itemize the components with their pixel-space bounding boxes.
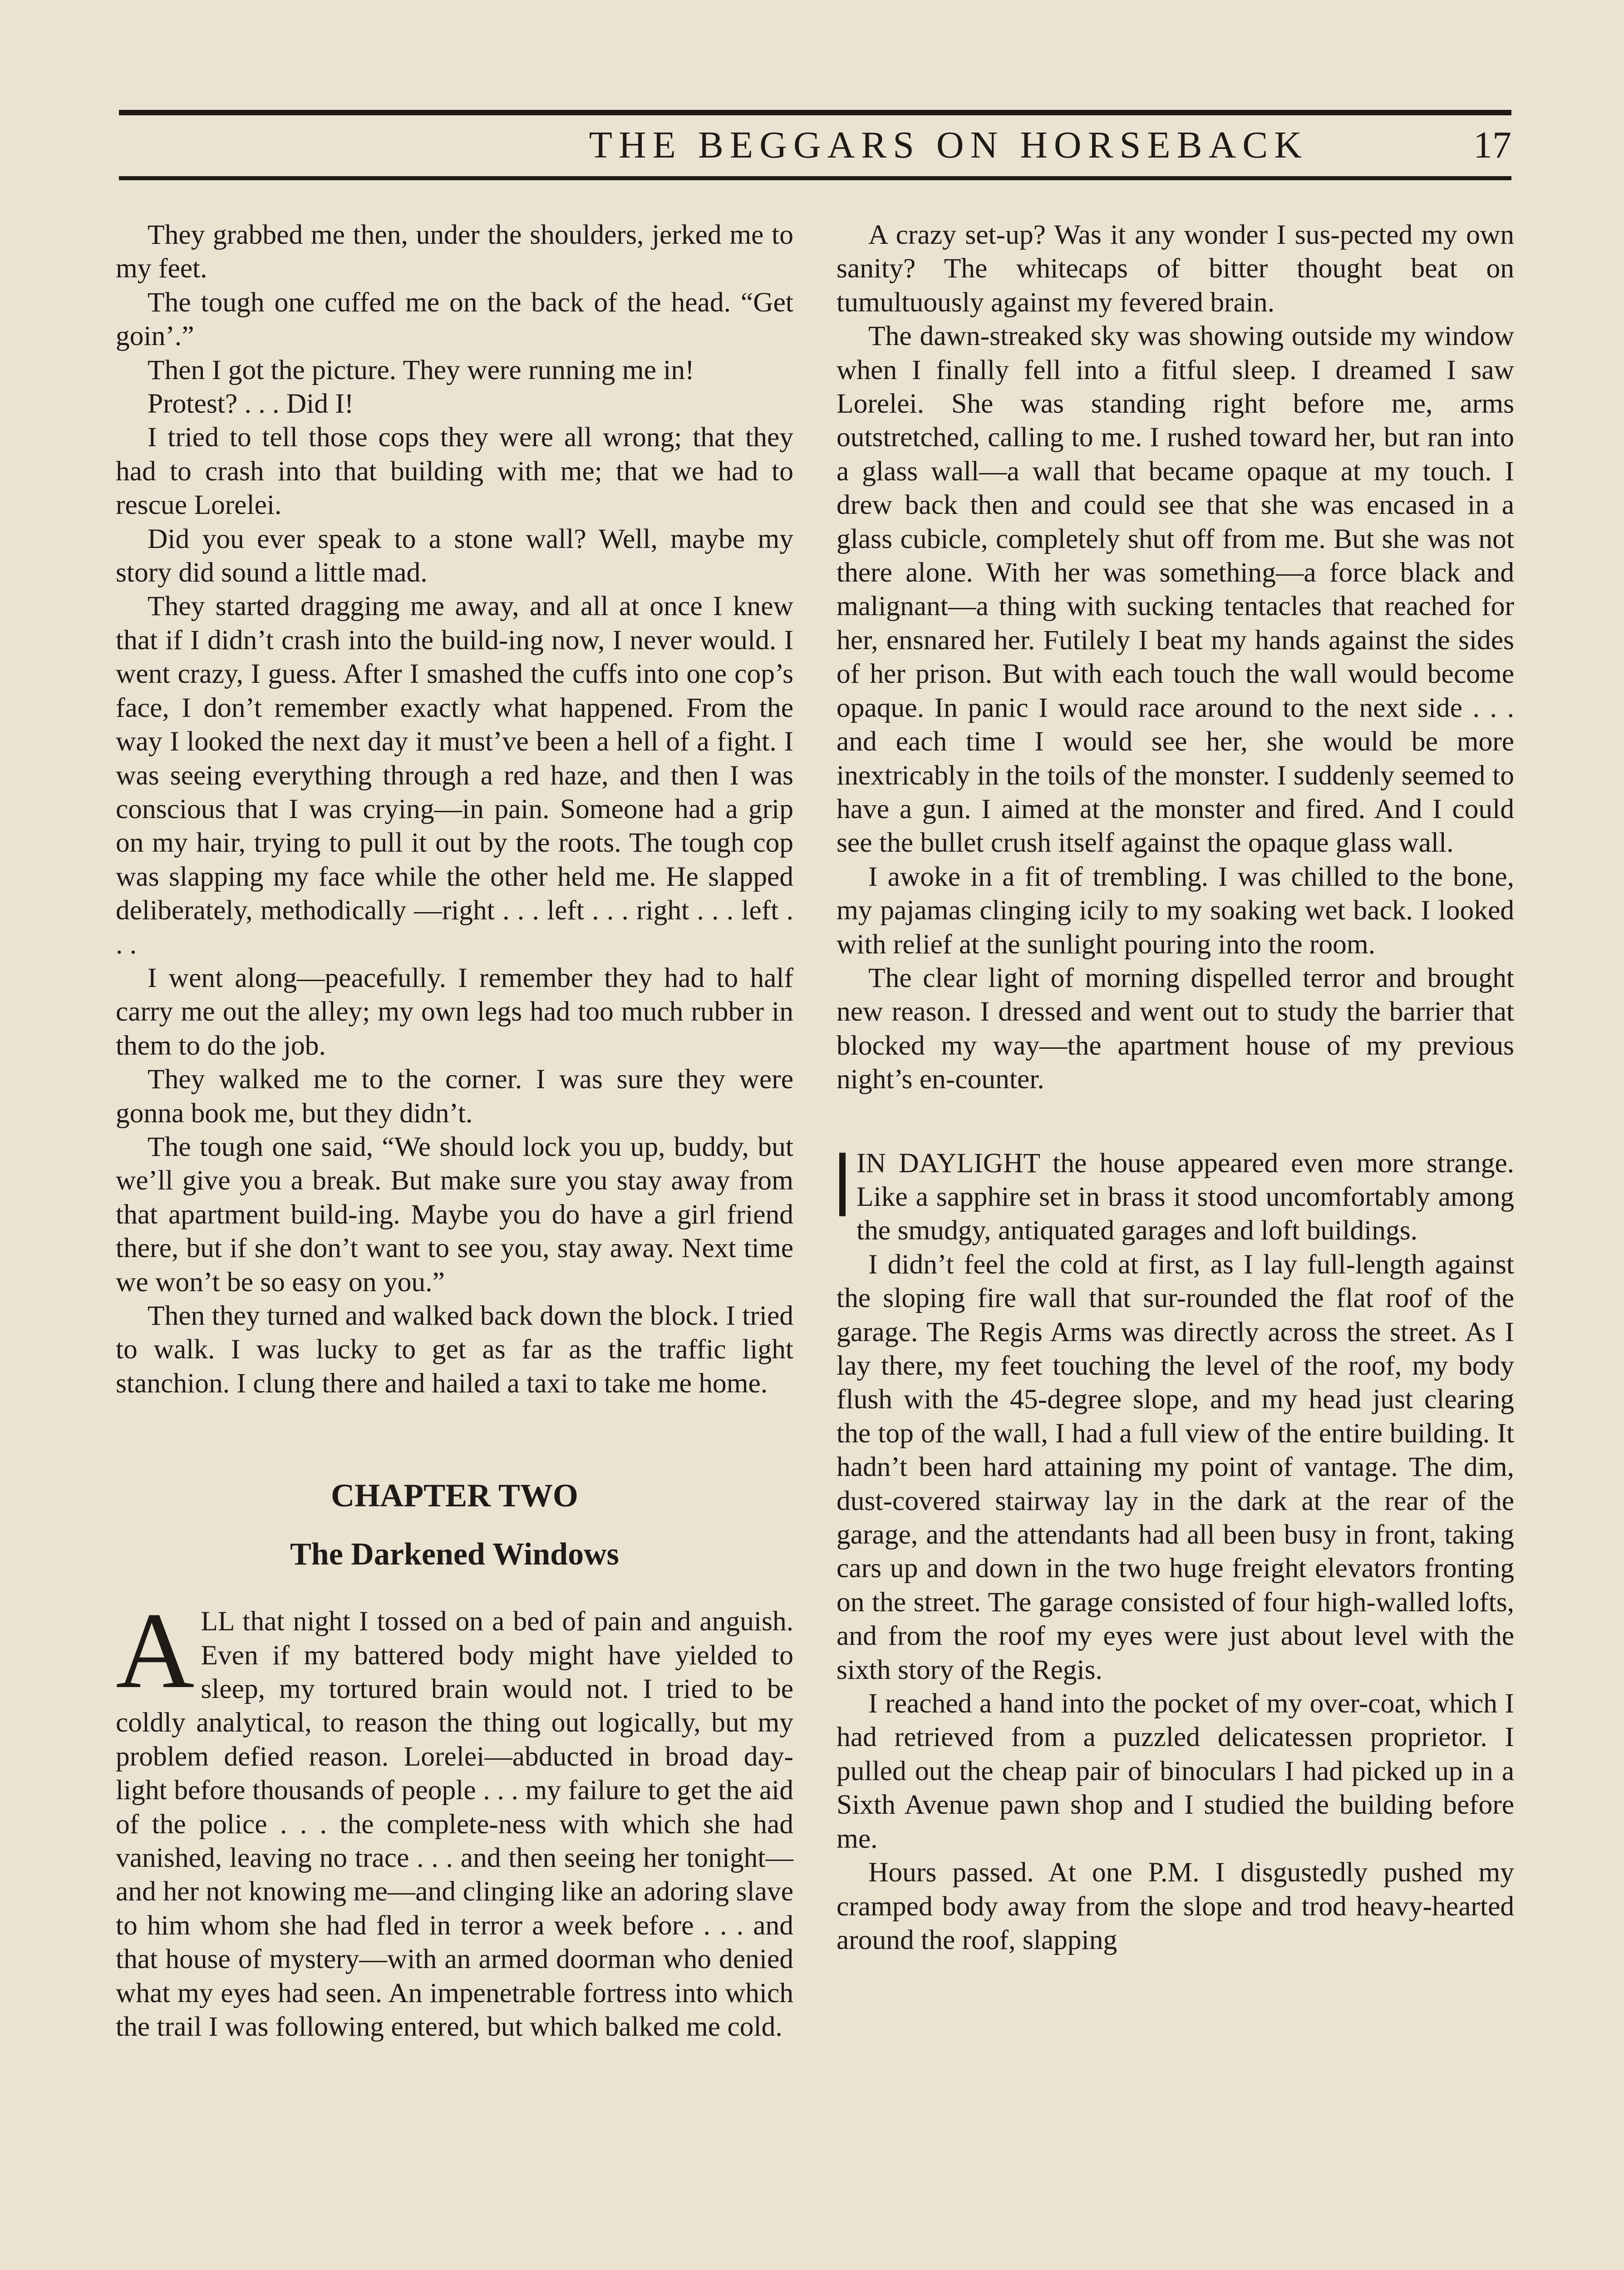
paragraph: I tried to tell those cops they were all wrong; that they had to crash into that building with me; that we had to rescue Lorelei.: [116, 422, 793, 521]
paragraph: They started dragging me away, and all at once I knew that if I didn’t crash into the build-ing now, I never would. I went crazy, I guess. After I smashed the cuffs into one cop’s face, I don’t remember exactly what happened. From the way I looked the next day it must’ve been a hell of a fight. I was seeing everything through a red haze, and then I was conscious that I was crying—in pain. Someone had a grip on my hair, trying to pull it out by the roots. The tough cop was slapping my face while the other held me. He slapped deliberately, methodically —right . . . left . . . right . . . left . . .: [116, 591, 793, 960]
paragraph: The clear light of morning dispelled terror and brought new reason. I dressed and went out to study the barrier that blocked my way—the apartment house of my previous night’s en-counter.: [837, 962, 1514, 1095]
section-opening-paragraph: IN DAYLIGHT the house appeared even more strange. Like a sapphire set in brass it stood uncomfortably among the smudgy, antiquated garages and loft buildings.: [856, 1147, 1514, 1246]
paragraph: I reached a hand into the pocket of my over-coat, which I had retrieved from a puzzled delicatessen proprietor. I pulled out the cheap pair of binoculars I had picked up in a Sixth Avenue pawn shop and I studied the building before me.: [837, 1688, 1514, 1854]
right-column: [837, 218, 1514, 1957]
header-bottom-rule: [119, 176, 1511, 180]
left-column: [116, 218, 793, 2044]
chapter-subtitle: The Darkened Windows: [290, 1537, 619, 1572]
header-top-rule: [119, 110, 1511, 115]
paragraph: Then they turned and walked back down the block. I tried to walk. I was lucky to get as far as the traffic light stanchion. I clung there and hailed a taxi to take me home.: [116, 1300, 793, 1399]
running-title: THE BEGGARS ON HORSEBACK: [589, 124, 1308, 166]
paragraph: They grabbed me then, under the shoulders, jerked me to my feet.: [116, 219, 793, 284]
paragraph: A crazy set-up? Was it any wonder I sus-pected my own sanity? The whitecaps of bitter thought beat on tumultuously against my fevered brain.: [837, 219, 1514, 318]
paragraph: The tough one cuffed me on the back of the head. “Get goin’.”: [116, 286, 793, 352]
paragraph: I didn’t feel the cold at first, as I lay full-length against the sloping fire wall that sur-rounded the flat roof of the garage. The Regis Arms was directly across the street. As I lay there, my feet touching the level of the roof, my body flush with the 45-degree slope, and my head just clearing the top of the wall, I had a full view of the entire building. It hadn’t been hard attaining my point of vantage. The dim, dust-covered stairway lay in the dark at the rear of the garage, and the attendants had all been busy in front, taking cars up and down in the two huge freight elevators fronting on the street. The garage consisted of four high-walled lofts, and from the roof my eyes were just about level with the sixth story of the Regis.: [837, 1248, 1514, 1685]
paragraph: Protest? . . . Did I!: [148, 388, 354, 419]
paragraph: Hours passed. At one P.M. I disgustedly pushed my cramped body away from the slope and trod heavy-hearted around the roof, slapping: [837, 1857, 1514, 1955]
paragraph: The tough one said, “We should lock you up, buddy, but we’ll give you a break. But make sure you stay away from that apartment build-ing. Maybe you do have a girl friend there, but if she don’t want to see you, stay away. Next time we won’t be so easy on you.”: [116, 1131, 793, 1298]
chapter-opening-paragraph: LL that night I tossed on a bed of pain and anguish. Even if my battered body might have yielded to sleep, my tortured brain would not. I tried to be coldly analytical, to reason the thing out logically, but my problem defied reason. Lorelei—abducted in broad day-light before thousands of people . . . my failure to get the aid of the police . . . the complete-ness with which she had vanished, leaving no trace . . . and then seeing her tonight—and her not knowing me—and clinging like an adoring slave to him whom she had fled in terror a week before . . . and that house of mystery—with an armed doorman who denied what my eyes had seen. An impenetrable fortress into which the trail I was following entered, but which balked me cold.: [116, 1606, 793, 2043]
paragraph: Did you ever speak to a stone wall? Well, maybe my story did sound a little mad.: [116, 523, 793, 588]
paragraph: I went along—peacefully. I remember they had to half carry me out the alley; my own legs had too much rubber in them to do the job.: [116, 962, 793, 1061]
paragraph: Then I got the picture. They were running me in!: [148, 354, 694, 385]
page-number: 17: [1473, 124, 1511, 166]
paragraph: They walked me to the corner. I was sure they were gonna book me, but they didn’t.: [116, 1064, 793, 1129]
paragraph: The dawn-streaked sky was showing outside my window when I finally fell into a fitful sleep. I dreamed I saw Lorelei. She was standing right before me, arms outstretched, calling to me. I rushed toward her, but ran into a glass wall—a wall that became opaque at my touch. I drew back then and could see that she was encased in a glass cubicle, completely shut off from me. But she was not there alone. With her was something—a force black and malignant—a thing with sucking tentacles that reached for her, ensnared her. Futilely I beat my hands against the sides of her prison. But with each touch the wall would become opaque. In panic I would race around to the next side . . . and each time I would see her, she would be more inextricably in the toils of the monster. I suddenly seemed to have a gun. I aimed at the monster and fired. And I could see the bullet crush itself against the opaque glass wall.: [837, 321, 1514, 859]
section-initial-bar: [839, 1153, 846, 1216]
section-break-opening: [837, 1146, 1514, 1248]
chapter-title: CHAPTER TWO: [331, 1477, 578, 1514]
chapter-opening: [116, 1590, 793, 2043]
paragraph: I awoke in a fit of trembling. I was chilled to the bone, my pajamas clinging icily to my soaking wet back. I looked with relief at the sunlight pouring into the room.: [837, 861, 1514, 960]
drop-cap: A: [116, 1590, 195, 1711]
